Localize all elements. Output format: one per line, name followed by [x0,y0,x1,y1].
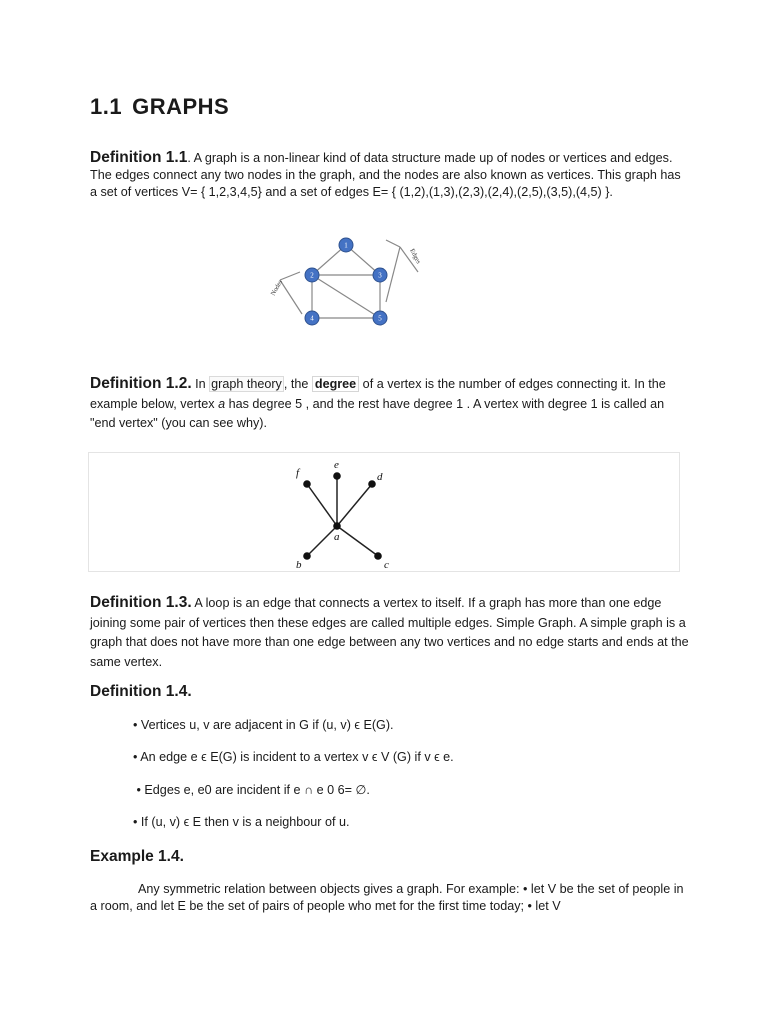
example-1-4-heading: Example 1.4. [90,848,184,865]
label-c: c [384,559,389,571]
graph-theory-link[interactable]: graph theory [211,377,282,391]
node-label-2: 2 [310,271,314,280]
graph-nodes [305,238,387,325]
nodes-pointer [280,272,300,280]
definition-1-1 [90,149,690,201]
node-a [333,522,341,530]
definition-1-2-text-1: In [191,377,210,391]
definition-1-3-text: A loop is an edge that connects a vertex to itself. If a graph has more than one edge joining some pair of vertices then these edges are called multiple edges. Simple Graph. A simple graph is a graph that does not have more than one edge between any two vertices and no edge starts and ends at the same vertex. [90,596,689,669]
degree-link[interactable]: degree [312,376,359,392]
star-edges [307,476,378,556]
label-d: d [377,471,383,483]
label-b: b [296,559,302,571]
node-c [374,552,382,560]
edges-pointer [386,240,400,247]
label-e: e [334,459,339,471]
definition-1-4-heading: Definition 1.4. [90,683,192,700]
nodes-annotation: Nodes [269,279,285,297]
star-nodes [303,472,382,560]
node-e [333,472,341,480]
node-label-3: 3 [378,271,382,280]
edges-pointer [386,247,400,302]
node-label-1: 1 [344,241,348,250]
edge-a-f [307,484,337,526]
edge-a-c [337,526,378,556]
node-d [368,480,376,488]
definition-1-1-label: Definition 1.1 [90,149,188,166]
node-b [303,552,311,560]
definition-1-2-label: Definition 1.2. [90,375,192,392]
node-label-5: 5 [378,314,382,323]
section-title [90,94,229,120]
section-number: 1.1 [90,94,123,119]
label-a: a [334,531,340,543]
label-f: f [296,467,300,479]
nodes-pointer [280,280,302,314]
node-label-4: 4 [310,314,314,323]
edge-2-5 [312,275,380,318]
edge-a-d [337,484,372,526]
edge-a-b [307,526,337,556]
definition-1-1-text: . A graph is a non-linear kind of data structure made up of nodes or vertices and edges. The edges connect any two nodes in the graph, and the nodes are also known as vertices. This graph has a set of vertices V= { 1,2,3,4,5} and a set of edges E= { (1,2),(1,3),(2,3),(2,4),(2,5),(3,5),(4,5) }. [90,151,681,199]
section-name: GRAPHS [132,94,230,119]
definition-1-3 [90,593,690,672]
definition-1-2-text-2: , the [283,377,312,391]
node-labels [310,242,382,323]
bullet-neighbour: • If (u, v) ϵ E then v is a neighbour of u. [133,815,350,829]
definition-1-2-text-3: of a vertex is the number of edges connecting it. In the example below, vertex [90,377,666,411]
edges-annotation: Edges [408,247,422,265]
bullet-adjacent: • Vertices u, v are adjacent in G if (u, v) ϵ E(G). [133,718,394,732]
bullet-incident-edges: • Edges e, e0 are incident if e ∩ e 0 6= ∅. [133,783,370,797]
node-f [303,480,311,488]
definition-1-2-text-4: has degree 5 , and the rest have degree 1 . A vertex with degree 1 is called an "end vertex" (you can see why). [90,396,665,430]
bullet-incident-vertex: • An edge e ϵ E(G) is incident to a vertex v ϵ V (G) if v ϵ e. [133,750,454,764]
definition-1-3-label: Definition 1.3. [90,594,192,611]
definition-1-2 [90,374,690,434]
example-1-4-text: Any symmetric relation between objects gives a graph. For example: • let V be the set of people in a room, and let E be the set of pairs of people who met for the first time today; • let V [90,882,684,913]
graph-figure-1 [260,230,430,335]
vertex-variable: a [218,396,226,411]
star-graph-figure [280,456,400,571]
